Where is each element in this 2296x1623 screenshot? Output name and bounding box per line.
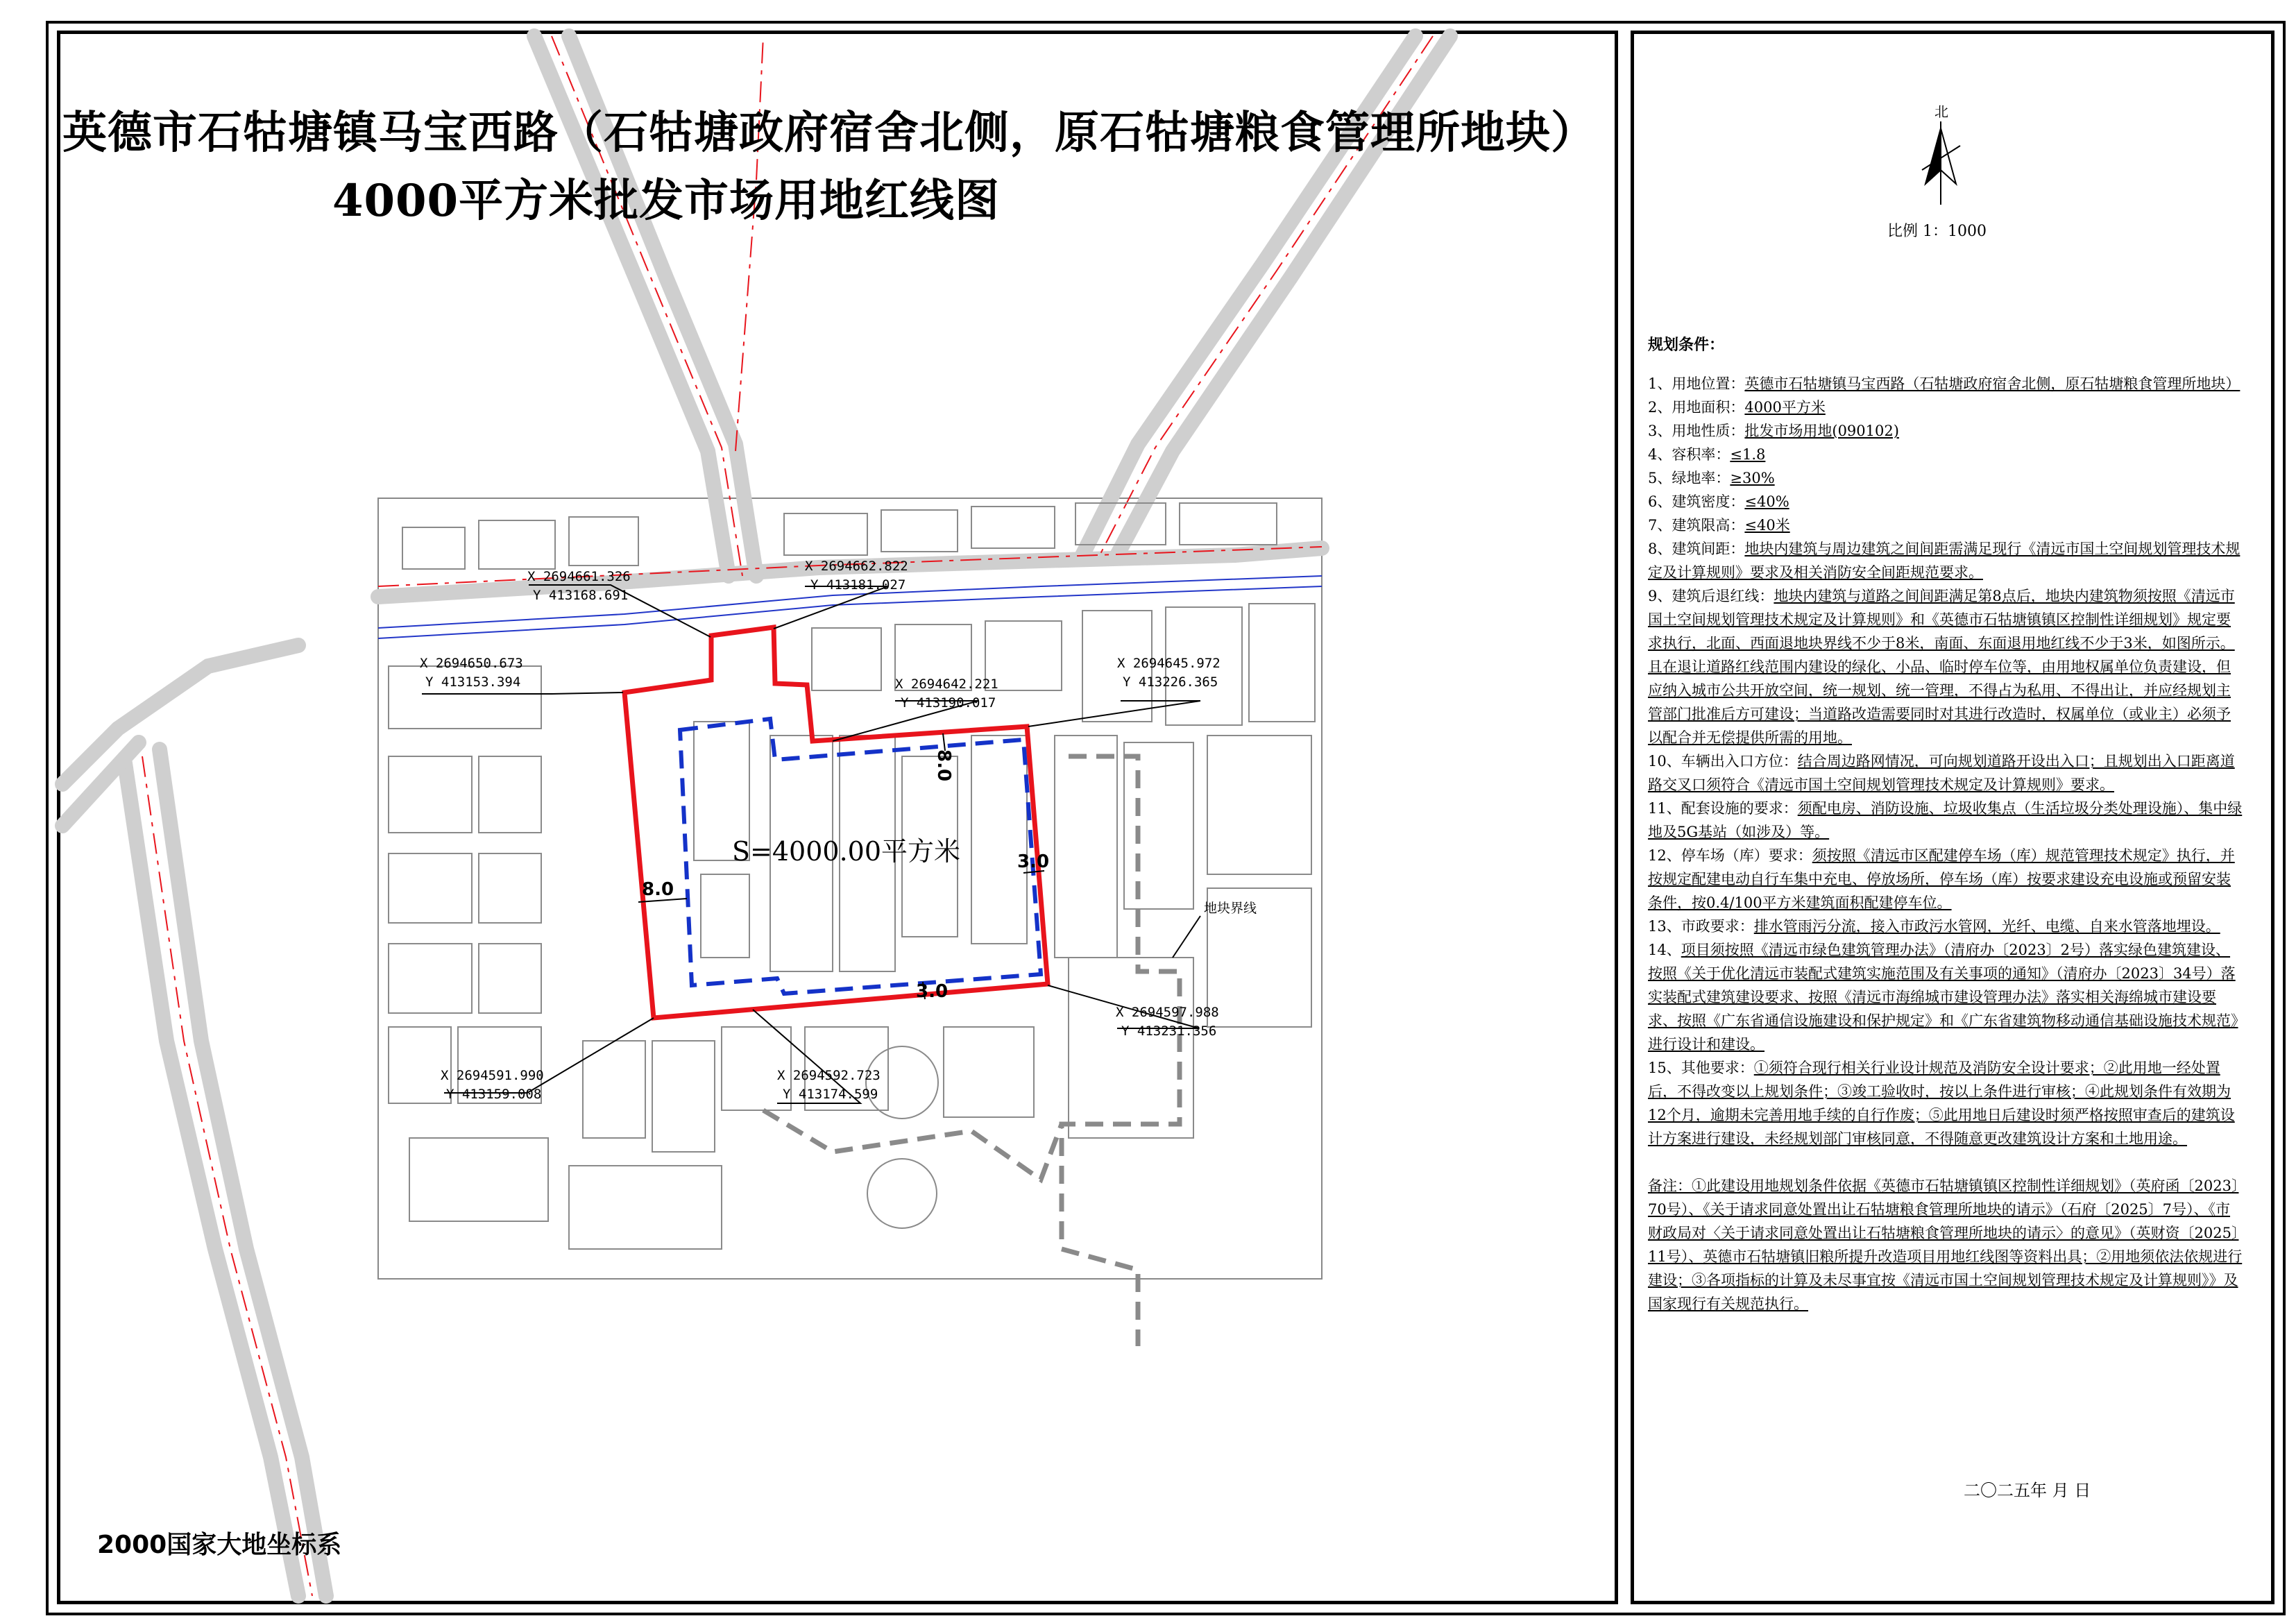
setback-north-label: 8.0 xyxy=(933,749,954,782)
issue-date: 二〇二五年 月 日 xyxy=(1964,1481,2091,1500)
coord-8-x: X 2694592.723 xyxy=(777,1068,881,1083)
coord-3-x: X 2694650.673 xyxy=(420,656,523,671)
condition-1: 1、用地位置：英德市石牯塘镇马宝西路（石牯塘政府宿舍北侧，原石牯塘粮食管理所地块） xyxy=(1648,375,2240,392)
condition-9: 9、建筑后退红线：地块内建筑与道路之间间距满足第8点后，地块内建筑物须按照《清远市国土空间规划管理技术规定及计算规则》和《英德市石牯塘镇镇区控制性详细规划》规定要求执行，北面、西面退地块界线不少于8米，南面、东面退用地红线不少于3米，如图所示。且在退让道路红线范围内建设的绿化、小品、临时停车位等，由用地权属单位负责建设，但应纳入城市公共开放空间，统一规划、统一管理，不得占为私用、不得出让，并应经规划主管部门批准后方可建设；当道路改造需要同时对其进行改造时，权属单位（或业主）必须予以配合并无偿提供所需的用地。 xyxy=(1648,588,2235,746)
map-title-line1: 英德市石牯塘镇马宝西路（石牯塘政府宿舍北侧，原石牯塘粮食管理所地块） xyxy=(62,107,1596,159)
coord-4-y: Y 413190.017 xyxy=(901,695,996,711)
condition-14: 14、项目须按照《清远市绿色建筑管理办法》（清府办〔2023〕2号）落实绿色建筑建设、按照《关于优化清远市装配式建筑实施范围及有关事项的通知》（清府办〔2023〕34号）落实装配式建筑建设要求、按照《清远市海绵城市建设管理办法》落实相关海绵城市建设要求、按照《广东省通信设施建设和保护规定》和《广东省建筑物移动通信基础设施技术规范》进行设计和建设。 xyxy=(1648,942,2238,1053)
condition-11: 11、配套设施的要求：须配电房、消防设施、垃圾收集点（生活垃圾分类处理设施）、集中绿地及5G基站（如涉及）等。 xyxy=(1648,800,2243,840)
condition-2: 2、用地面积：4000平方米 xyxy=(1648,399,1826,416)
coord-6-y: Y 413231.356 xyxy=(1121,1023,1217,1039)
existing-buildings xyxy=(389,503,1315,1249)
conditions-heading: 规划条件： xyxy=(1648,336,1725,354)
coord-3-y: Y 413153.394 xyxy=(425,674,521,690)
road-centerlines xyxy=(142,36,1433,1596)
road-southwest-b xyxy=(160,749,326,1596)
condition-8: 8、建筑间距：地块内建筑与周边建筑之间间距需满足现行《清远市国土空间规划管理技术规定及计算规则》要求及相关消防安全间距规范要求。 xyxy=(1648,541,2240,581)
coord-7-y: Y 413159.008 xyxy=(446,1087,542,1102)
scale-label: 比例 1：1000 xyxy=(1887,223,1987,240)
condition-4: 4、容积率：≤1.8 xyxy=(1648,446,1766,463)
coord-1-y: Y 413168.691 xyxy=(533,588,629,603)
coord-7-x: X 2694591.990 xyxy=(441,1068,544,1083)
condition-6: 6、建筑密度：≤40% xyxy=(1648,493,1789,510)
plot-boundary-label: 地块界线 xyxy=(1204,901,1257,916)
coordinate-labels xyxy=(420,559,1221,1102)
road-southwest xyxy=(125,763,298,1596)
condition-10: 10、车辆出入口方位：结合周边路网情况，可向规划道路开设出入口；且规划出入口距离道路交叉口须符合《清远市国土空间规划管理技术规定及计算规则》要求。 xyxy=(1648,753,2235,793)
coord-5-x: X 2694645.972 xyxy=(1117,656,1221,671)
coord-4-x: X 2694642.221 xyxy=(895,677,998,692)
condition-5: 5、绿地率：≥30% xyxy=(1648,470,1775,486)
coord-2-x: X 2694662.822 xyxy=(805,559,908,574)
coord-5-y: Y 413226.365 xyxy=(1123,674,1218,690)
map-sheet-extent xyxy=(378,498,1322,1279)
coord-6-x: X 2694597.988 xyxy=(1116,1005,1219,1020)
coordinate-system-label: 2000国家大地坐标系 xyxy=(97,1531,342,1559)
setback-south-label: 3.0 xyxy=(916,981,949,1002)
area-label: S=4000.00平方米 xyxy=(732,836,961,867)
coord-8-y: Y 413174.599 xyxy=(783,1087,878,1102)
condition-13: 13、市政要求：排水管雨污分流，接入市政污水管网，光纤、电缆、自来水管落地埋设。 xyxy=(1648,918,2220,935)
coord-2-y: Y 413181.027 xyxy=(810,577,906,593)
planning-conditions xyxy=(1648,333,2245,1316)
road-west-diagonal xyxy=(62,645,298,784)
coord-1-x: X 2694661.326 xyxy=(527,569,631,584)
remarks: 备注：①此建设用地规划条件依据《英德市石牯塘镇镇区控制性详细规划》（英府函〔2023〕70号）、《关于请求同意处置出让石牯塘粮食管理所地块的请示》（石府〔2025〕7号）、《市财政局对〈关于请求同意处置出让石牯塘粮食管理所地块的请示〉的意见》（英财资〔2025〕11号）、英德市石牯塘镇旧粮所提升改造项目用地红线图等资料出具；②用地须依法依规进行建设；③各项指标的计算及未尽事宜按《清远市国土空间规划管理技术规定及计算规则》》及国家现行有关规范执行。 xyxy=(1648,1178,2243,1312)
roads xyxy=(62,36,1450,1596)
condition-15: 15、其他要求：①须符合现行相关行业设计规范及消防安全设计要求；②此用地一经处置后，不得改变以上规划条件；③竣工验收时，按以上条件进行审核；④此规划条件有效期为12个月，逾期未完善用地手续的自行作废；⑤此用地日后建设时须严格按照审查后的建筑设计方案进行建设，未经规划部门审核同意，不得随意更改建筑设计方案和土地用途。 xyxy=(1648,1060,2235,1147)
condition-12: 12、停车场（库）要求：须按照《清远市区配建停车场（库）规范管理技术规定》执行，并按规定配建电动自行车集中充电、停放场所，停车场（库）按要求建设充电设施或预留安装条件，按0.4/100平方米建筑面积配建停车位。 xyxy=(1648,847,2235,911)
north-label: 北 xyxy=(1934,103,1948,120)
condition-7: 7、建筑限高：≤40米 xyxy=(1648,517,1790,534)
map-title-line2: 4000平方米批发市场用地红线图 xyxy=(332,175,1001,227)
north-arrow-icon xyxy=(1922,121,1960,205)
condition-3: 3、用地性质：批发市场用地(090102) xyxy=(1648,423,1899,439)
setback-east-label: 3.0 xyxy=(1017,851,1050,872)
setback-west-label: 8.0 xyxy=(642,879,674,900)
